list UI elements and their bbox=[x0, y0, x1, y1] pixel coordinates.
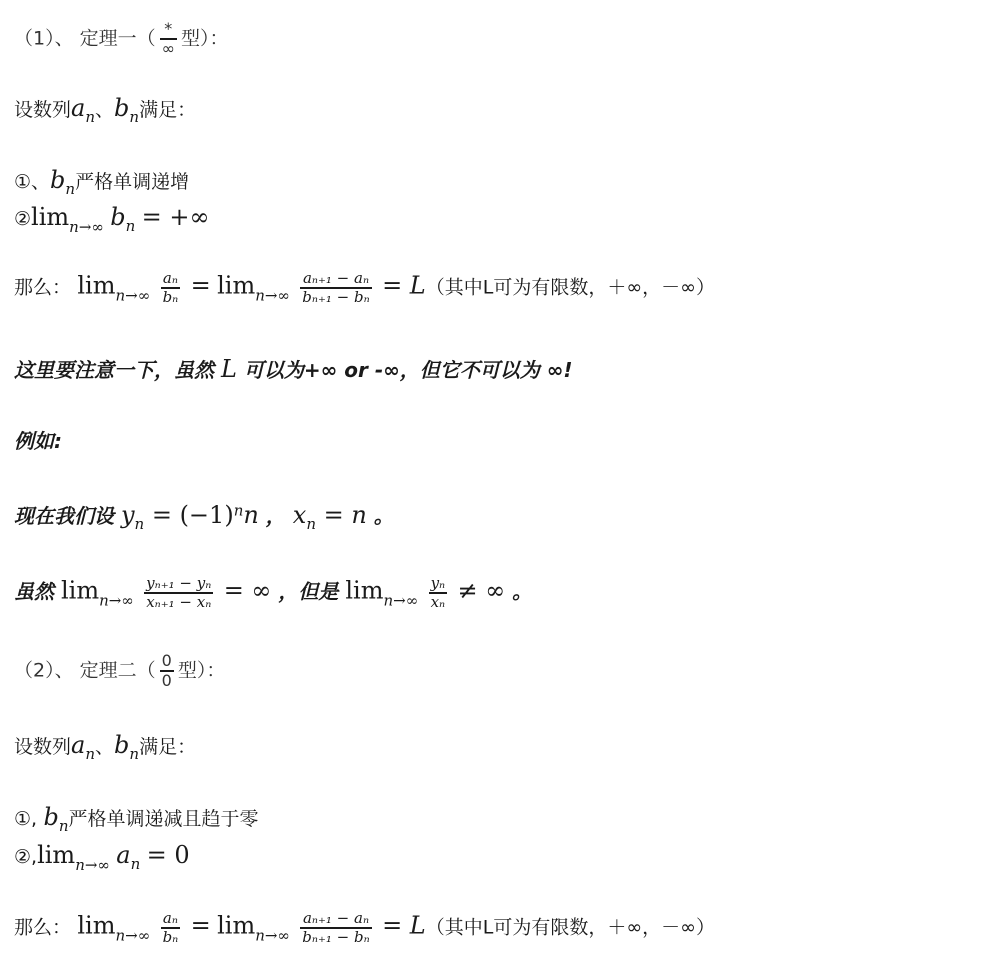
theorem2-condition-2 bbox=[14, 843, 190, 873]
t2-result-note: （其中L可为有限数，＋∞，－∞） bbox=[425, 916, 715, 939]
t2-cond2-mark: ②, bbox=[14, 846, 38, 868]
example-lim-2: lim bbox=[345, 576, 384, 605]
example-f2-num: yₙ bbox=[430, 574, 446, 592]
example-res-mid: ，但是 bbox=[271, 579, 346, 604]
example-n2: n bbox=[351, 501, 367, 529]
example-label-text: 例如: bbox=[14, 429, 62, 453]
warning-L: L bbox=[220, 355, 237, 383]
example-x: x bbox=[292, 501, 307, 529]
result-fraction-2 bbox=[300, 270, 371, 306]
example-y: y bbox=[120, 501, 135, 529]
suppose-sep: 、 bbox=[95, 99, 115, 121]
suppose2-pre: 设数列 bbox=[14, 736, 72, 758]
theorem2-suppose bbox=[14, 733, 196, 762]
t2-cond2-lim: lim bbox=[37, 841, 76, 869]
t2-cond1-mark: ①, bbox=[14, 808, 38, 830]
example-def-pre: 现在我们设 bbox=[14, 504, 121, 528]
example-f1-num: yₙ₊₁ − yₙ bbox=[146, 574, 212, 592]
t2-cond1-text: 严格单调递减且趋于零 bbox=[68, 808, 259, 830]
result-lim-2: lim bbox=[217, 271, 256, 300]
sequence-b-index: n bbox=[129, 108, 140, 126]
cond1-mark: ①、 bbox=[14, 171, 51, 193]
warning-note bbox=[14, 357, 573, 381]
cond2-mark: ② bbox=[14, 208, 32, 230]
result-pre: 那么： bbox=[14, 276, 72, 299]
theorem1-condition-2 bbox=[14, 205, 210, 235]
example-def-end: 。 bbox=[366, 504, 394, 528]
theorem2-heading-post: 型）： bbox=[177, 659, 226, 682]
sequence2-a-index: n bbox=[85, 745, 95, 763]
result-f1-num: aₙ bbox=[162, 269, 178, 287]
theorem1-frac-den: ∞ bbox=[161, 38, 175, 58]
cond2-limsub: n→∞ bbox=[69, 218, 104, 236]
warning-post: 可以为+∞ or -∞，但它不可以为 ∞! bbox=[236, 358, 573, 382]
t2-result-limsub-1: n→∞ bbox=[115, 926, 151, 945]
t2-cond1-b-index: n bbox=[58, 817, 69, 835]
t2-result-fraction-2 bbox=[300, 910, 371, 946]
sequence2-b-index: n bbox=[129, 745, 140, 763]
theorem2-frac-num: 0 bbox=[161, 651, 172, 670]
t2-cond1-b: b bbox=[43, 803, 59, 831]
example-definition bbox=[14, 503, 394, 532]
t2-cond2-a-index: n bbox=[130, 855, 141, 873]
result-f2-num: aₙ₊₁ − aₙ bbox=[302, 269, 370, 287]
theorem1-heading bbox=[14, 20, 228, 58]
example-f1-den: xₙ₊₁ − xₙ bbox=[146, 592, 212, 611]
theorem1-suppose bbox=[14, 96, 196, 125]
theorem2-type-fraction bbox=[160, 652, 174, 690]
example-eq1: = (−1) bbox=[144, 501, 234, 529]
suppose-pre: 设数列 bbox=[14, 99, 72, 121]
example-limsub-2: n→∞ bbox=[383, 591, 419, 610]
theorem1-frac-num: * bbox=[164, 19, 173, 38]
example-n1: n bbox=[243, 501, 259, 529]
result-rhs: = L bbox=[382, 271, 426, 300]
example-lim-1: lim bbox=[60, 576, 100, 605]
cond2-rhs: = +∞ bbox=[141, 203, 210, 231]
example-limsub-1: n→∞ bbox=[99, 591, 134, 610]
example-y-index: n bbox=[134, 515, 145, 533]
sequence-a-index: n bbox=[85, 108, 95, 126]
cond1-b: b bbox=[50, 166, 66, 194]
sequence2-a: a bbox=[71, 731, 86, 759]
result-lim-1: lim bbox=[77, 271, 116, 300]
example-res-end: 。 bbox=[505, 579, 533, 604]
theorem2-heading-pre: （2）、 定理二（ bbox=[14, 659, 156, 682]
t2-result-f2-num: aₙ₊₁ − aₙ bbox=[302, 909, 370, 927]
theorem1-condition-1 bbox=[14, 168, 189, 197]
example-res-neq: ≠ ∞ bbox=[457, 576, 506, 605]
example-label bbox=[14, 431, 62, 451]
example-exp: n bbox=[233, 501, 244, 520]
result-fraction-1 bbox=[161, 270, 181, 306]
theorem1-heading-post: 型）： bbox=[180, 27, 229, 50]
result-limsub-1: n→∞ bbox=[115, 286, 151, 305]
example-fraction-2 bbox=[429, 575, 448, 611]
t2-result-f2-den: bₙ₊₁ − bₙ bbox=[302, 927, 370, 946]
example-res-pre: 虽然 bbox=[14, 579, 61, 604]
t2-result-f1-num: aₙ bbox=[162, 909, 178, 927]
theorem2-heading bbox=[14, 652, 225, 690]
cond2-b: b bbox=[110, 203, 126, 231]
result-f1-den: bₙ bbox=[162, 287, 179, 306]
theorem1-type-fraction bbox=[160, 20, 177, 58]
t2-cond2-limsub: n→∞ bbox=[75, 856, 110, 874]
suppose2-post: 满足： bbox=[139, 736, 197, 758]
sequence-a: a bbox=[71, 94, 86, 122]
cond2-b-index: n bbox=[125, 217, 136, 235]
example-comma: ， bbox=[258, 504, 293, 528]
t2-result-f1-den: bₙ bbox=[162, 927, 179, 946]
theorem1-result bbox=[14, 270, 715, 306]
t2-result-pre: 那么： bbox=[14, 916, 72, 939]
example-f2-den: xₙ bbox=[430, 592, 446, 611]
sequence2-b: b bbox=[114, 731, 130, 759]
t2-result-limsub-2: n→∞ bbox=[255, 926, 290, 945]
t2-result-eq: = bbox=[190, 911, 211, 940]
t2-cond2-rhs: = 0 bbox=[146, 841, 190, 869]
example-fraction-1 bbox=[144, 575, 213, 611]
result-limsub-2: n→∞ bbox=[255, 286, 290, 305]
cond2-lim: lim bbox=[31, 203, 70, 231]
theorem2-condition-1 bbox=[14, 805, 259, 834]
suppose-post: 满足： bbox=[139, 99, 197, 121]
t2-result-lim-1: lim bbox=[77, 911, 116, 940]
cond1-text: 严格单调递增 bbox=[75, 171, 190, 193]
cond1-b-index: n bbox=[65, 180, 76, 198]
t2-cond2-a: a bbox=[116, 841, 131, 869]
theorem2-result bbox=[14, 910, 715, 946]
example-result bbox=[14, 575, 532, 611]
warning-pre: 这里要注意一下，虽然 bbox=[14, 358, 221, 382]
theorem1-heading-pre: （1）、 定理一（ bbox=[14, 27, 156, 50]
result-note: （其中L可为有限数，＋∞，－∞） bbox=[425, 276, 715, 299]
suppose2-sep: 、 bbox=[95, 736, 115, 758]
t2-result-fraction-1 bbox=[161, 910, 181, 946]
example-x-index: n bbox=[306, 515, 316, 533]
result-f2-den: bₙ₊₁ − bₙ bbox=[302, 287, 370, 306]
sequence-b: b bbox=[114, 94, 130, 122]
result-eq: = bbox=[190, 271, 211, 300]
example-res-eq: = ∞ bbox=[223, 576, 272, 605]
example-eq2: = bbox=[315, 501, 352, 529]
t2-result-lim-2: lim bbox=[217, 911, 256, 940]
theorem2-frac-den: 0 bbox=[161, 670, 172, 690]
t2-result-rhs: = L bbox=[382, 911, 426, 940]
